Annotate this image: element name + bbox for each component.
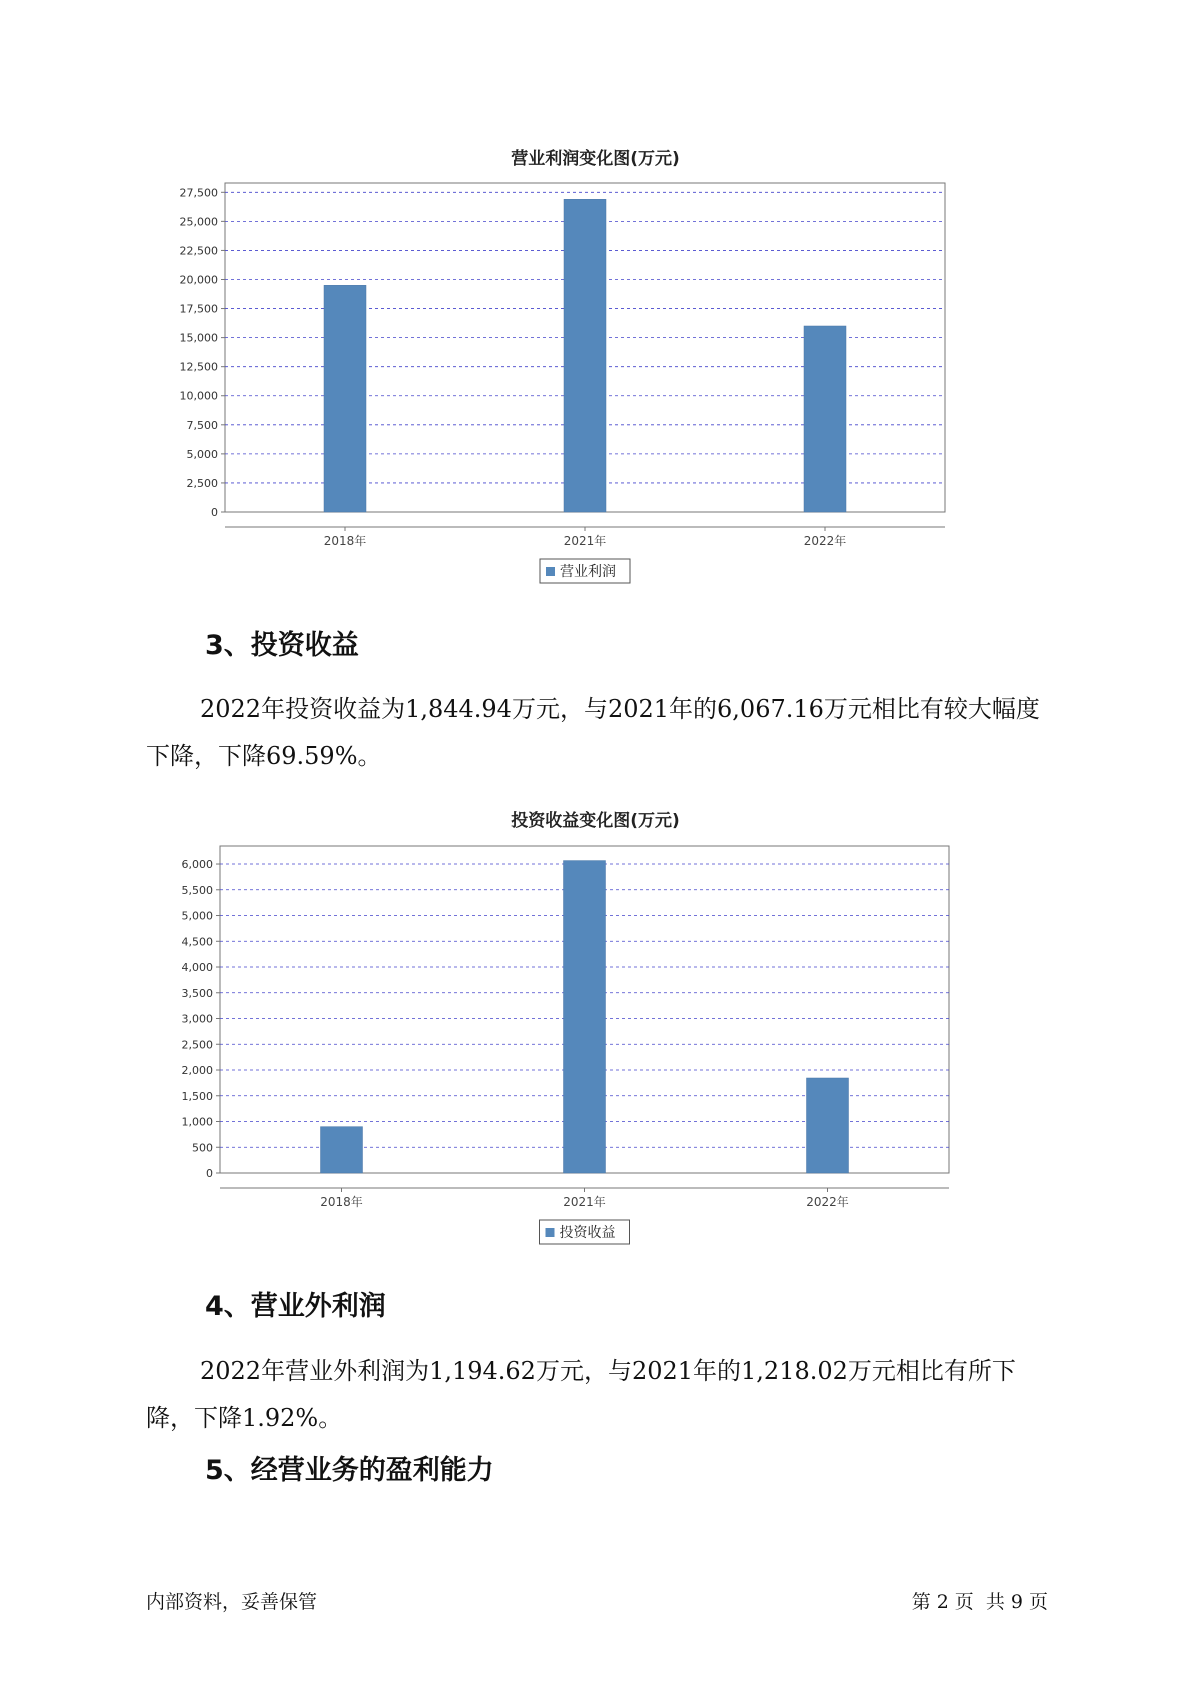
y-tick-label: 3,000 (181, 1012, 213, 1026)
y-tick-label: 1,500 (181, 1089, 213, 1103)
operating-profit-chart (150, 175, 1020, 595)
legend-swatch (546, 567, 555, 576)
footer-page-number (909, 1587, 1051, 1614)
y-tick-label: 4,000 (181, 961, 213, 975)
y-tick-label: 4,500 (181, 935, 213, 949)
y-tick-label: 17,500 (179, 302, 218, 316)
y-tick-label: 5,500 (181, 883, 213, 897)
section-heading-investment-income: 3、投资收益 (205, 630, 359, 661)
y-tick-label: 0 (206, 1167, 213, 1180)
investment-income-paragraph: 2022年投资收益为1,844.94万元，与2021年的6,067.16万元相比有较大幅度下降，下降69.59%。 (146, 695, 1040, 770)
bar (564, 861, 606, 1173)
x-tick-label: 2021年 (563, 1195, 606, 1209)
y-tick-label: 7,500 (186, 418, 218, 432)
page-mid: 页 共 (954, 1591, 1005, 1613)
non-operating-profit-paragraph: 2022年营业外利润为1,194.62万元，与2021年的1,218.02万元相比有所下降，下降1.92%。 (146, 1357, 1016, 1432)
investment-income-chart (150, 838, 1020, 1258)
y-tick-label: 27,500 (179, 186, 218, 200)
section-heading-operating-profitability: 5、经营业务的盈利能力 (205, 1455, 494, 1486)
legend-label: 投资收益 (559, 1225, 616, 1241)
y-tick-label: 2,000 (181, 1064, 213, 1078)
x-tick-label: 2021年 (563, 534, 607, 548)
y-tick-label: 6,000 (181, 858, 213, 872)
chart-title-investment-income: 投资收益变化图(万元) (511, 811, 680, 831)
chart-title-operating-profit: 营业利润变化图(万元) (511, 149, 680, 169)
x-tick-label: 2022年 (806, 1195, 849, 1209)
legend-swatch (546, 1228, 555, 1237)
bar (324, 285, 366, 512)
y-tick-label: 2,500 (181, 1038, 213, 1052)
bar (804, 326, 846, 512)
y-tick-label: 5,000 (186, 447, 218, 461)
legend-label: 营业利润 (560, 564, 616, 580)
bar (807, 1078, 849, 1173)
y-tick-label: 15,000 (179, 331, 218, 345)
x-tick-label: 2022年 (803, 534, 847, 548)
page-current: 2 (936, 1591, 949, 1613)
y-tick-label: 22,500 (179, 244, 218, 258)
y-tick-label: 5,000 (181, 909, 213, 923)
y-tick-label: 25,000 (179, 215, 218, 229)
y-tick-label: 0 (211, 506, 218, 519)
y-tick-label: 12,500 (179, 360, 218, 374)
section-heading-non-operating-profit: 4、营业外利润 (205, 1291, 386, 1322)
y-tick-label: 20,000 (179, 273, 218, 287)
page-suffix: 页 (1028, 1591, 1048, 1613)
y-tick-label: 500 (192, 1141, 213, 1155)
page-prefix: 第 (911, 1591, 931, 1613)
bar (321, 1127, 363, 1173)
page-total: 9 (1010, 1591, 1023, 1613)
y-tick-label: 10,000 (179, 389, 218, 403)
x-tick-label: 2018年 (323, 534, 367, 548)
footer-confidential-note: 内部资料，妥善保管 (146, 1591, 318, 1613)
y-tick-label: 2,500 (186, 476, 218, 490)
x-tick-label: 2018年 (320, 1195, 363, 1209)
y-tick-label: 1,000 (181, 1115, 213, 1129)
bar (564, 199, 606, 512)
y-tick-label: 3,500 (181, 986, 213, 1000)
